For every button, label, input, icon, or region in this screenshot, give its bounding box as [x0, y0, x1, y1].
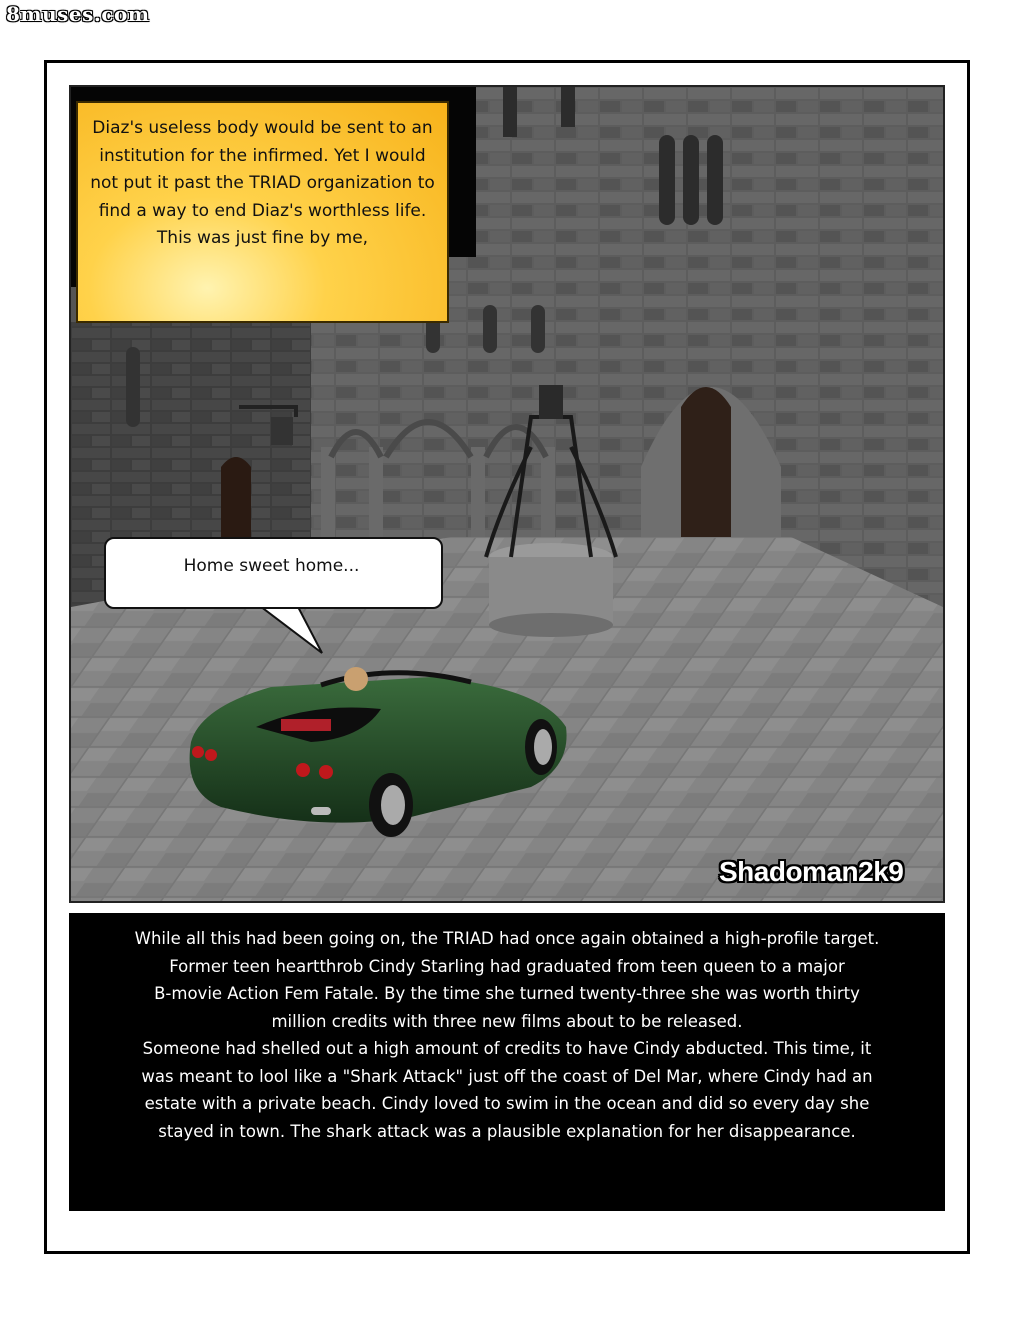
narration-line: While all this had been going on, the TRIAD had once again obtained a high-profile target. [134, 929, 880, 948]
narration-line: was meant to lool like a "Shark Attack" just off the coast of Del Mar, where Cindy had an [141, 1066, 873, 1086]
narration-line: stayed in town. The shark attack was a plausible explanation for her disappearance. [158, 1121, 856, 1141]
narration-line: B-movie Action Fem Fatale. By the time she turned twenty-three she was worth thirty [154, 984, 860, 1003]
site-logo[interactable]: 8muses.com [6, 2, 150, 26]
narration-line: Someone had shelled out a high amount of credits to have Cindy abducted. This time, it [142, 1039, 872, 1058]
narration-caption-box: Diaz's useless body would be sent to an institution for the infirmed. Yet I would not put it past the TRIAD organization to find a way to end Diaz's worthless life. This was just fine by me, [76, 101, 449, 323]
speech-bubble-tail [254, 603, 334, 655]
narration-text-panel [69, 913, 945, 1211]
narration-line: Former teen heartthrob Cindy Starling had graduated from teen queen to a major [169, 956, 845, 976]
narration-line: estate with a private beach. Cindy loved to swim in the ocean and did so every day she [144, 1094, 870, 1113]
narration-line: million credits with three new films about to be released. [271, 1011, 743, 1031]
speech-bubble: Home sweet home... [104, 537, 443, 609]
artist-signature: Shadoman2k9 [719, 856, 904, 887]
